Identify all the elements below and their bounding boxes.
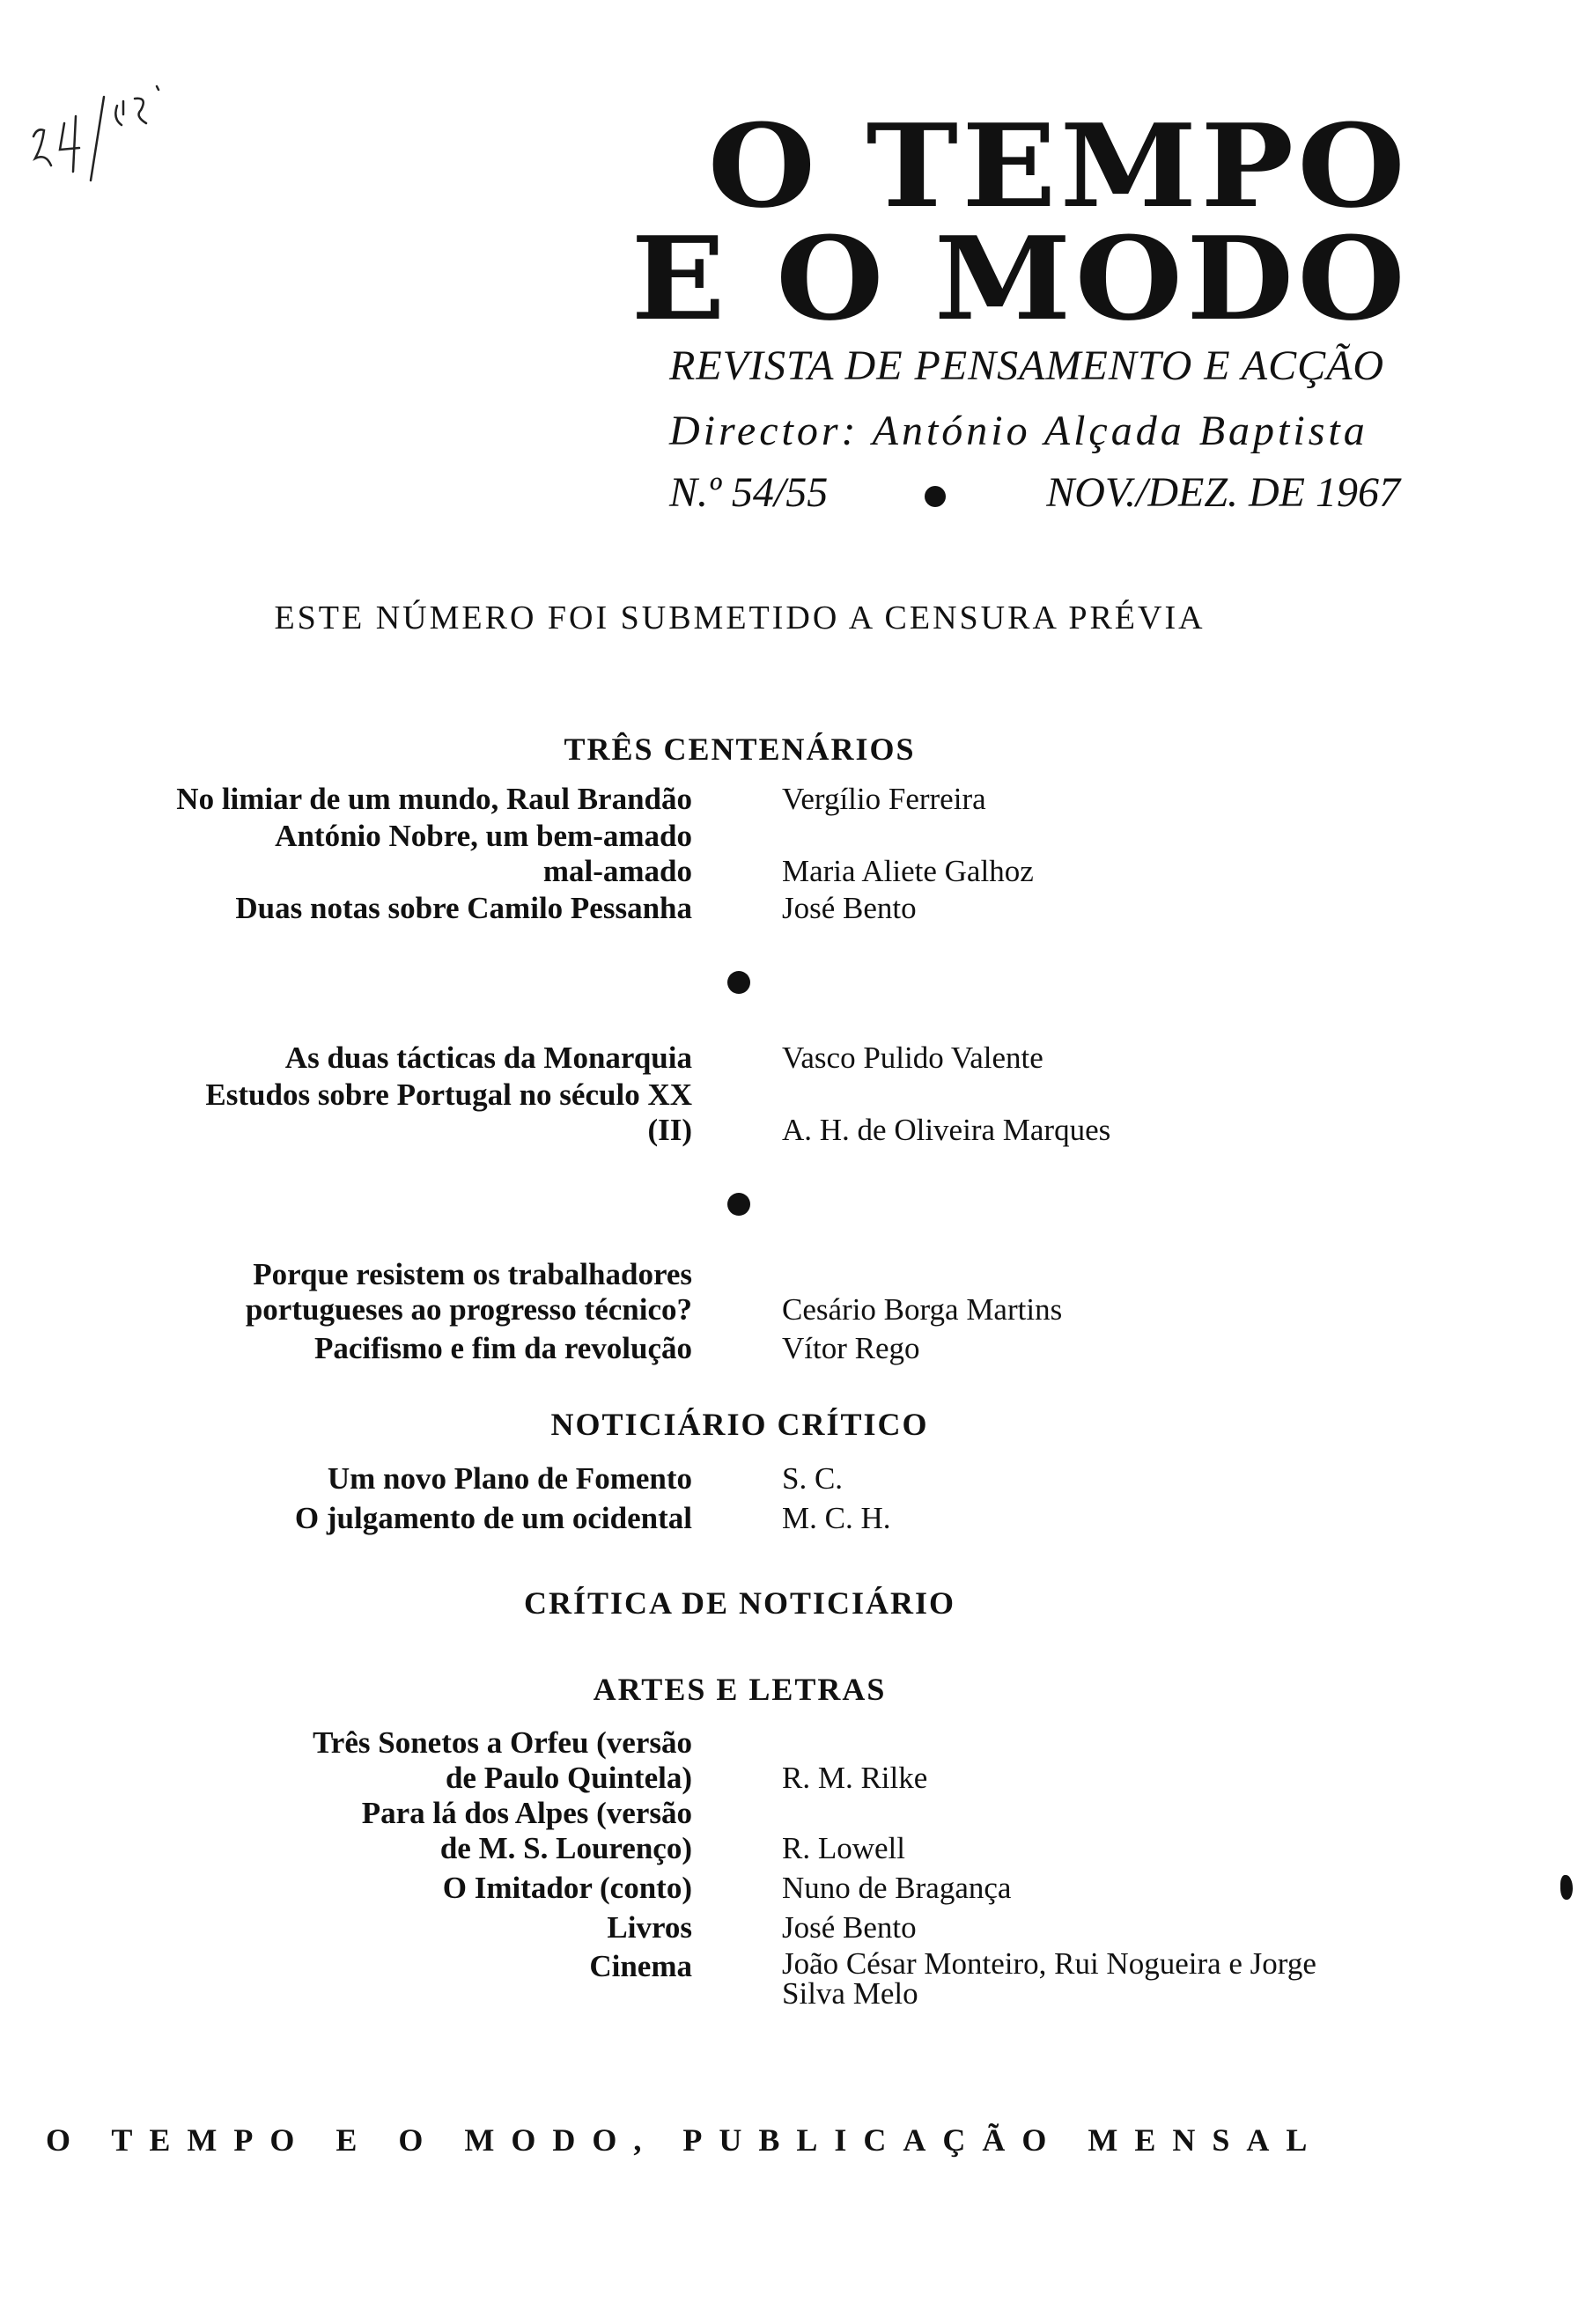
article-author: A. H. de Oliveira Marques: [782, 1113, 1111, 1147]
article-title: [362, 1796, 692, 1866]
section-heading-artes-e-letras: ARTES E LETRAS: [593, 1672, 887, 1707]
article-title: Livros: [607, 1910, 692, 1945]
issue-date: NOV./DEZ. DE 1967: [1046, 469, 1400, 516]
article-author: S. C.: [782, 1461, 844, 1496]
article-title-line: Porque resistem os trabalhadores: [253, 1257, 692, 1291]
article-title: O julgamento de um ocidental: [294, 1501, 692, 1535]
publication-footer: O TEMPO E O MODO, PUBLICAÇÃO MENSAL: [46, 2122, 1324, 2158]
article-title: [275, 819, 692, 889]
article-title: [205, 1077, 692, 1148]
article-title-line: mal-amado: [542, 854, 692, 888]
article-title-line: de Paulo Quintela): [445, 1761, 692, 1795]
handwriting-drawing: [25, 62, 218, 194]
bullet-separator: [925, 486, 946, 507]
magazine-title-line-2: E O MODO: [630, 211, 1409, 346]
article-title: O Imitador (conto): [442, 1871, 692, 1905]
article-author: Vasco Pulido Valente: [782, 1041, 1043, 1075]
article-title-line: de M. S. Lourenço): [439, 1831, 692, 1865]
section-heading-noticiario-critico: NOTICIÁRIO CRÍTICO: [550, 1407, 929, 1442]
article-title: Pacifismo e fim da revolução: [314, 1331, 692, 1365]
article-title-line: Três Sonetos a Orfeu (versão: [313, 1725, 692, 1760]
ink-blot: [1560, 1875, 1573, 1900]
article-title: No limiar de um mundo, Raul Brandão: [176, 782, 692, 816]
article-author-line: João César Monteiro, Rui Nogueira e Jorge: [782, 1946, 1316, 1981]
article-title-line: (II): [647, 1113, 692, 1147]
article-title: As duas tácticas da Monarquia: [284, 1041, 692, 1075]
article-author: R. Lowell: [782, 1831, 905, 1865]
masthead: [630, 99, 1409, 346]
bullet-separator: [727, 1193, 750, 1216]
article-title: Duas notas sobre Camilo Pessanha: [235, 891, 692, 925]
article-title-line: portugueses ao progresso técnico?: [245, 1292, 692, 1327]
article-author: Cesário Borga Martins: [782, 1292, 1063, 1327]
director-credit: Director: António Alçada Baptista: [669, 408, 1368, 454]
censorship-note: ESTE NÚMERO FOI SUBMETIDO A CENSURA PRÉVIA: [274, 599, 1206, 636]
article-title-line: António Nobre, um bem-amado: [275, 819, 692, 853]
article-author-line: Silva Melo: [782, 1976, 918, 2011]
article-author: Vergílio Ferreira: [782, 782, 986, 816]
section-heading-critica-de-noticiario: CRÍTICA DE NOTICIÁRIO: [523, 1585, 956, 1621]
article-title: Um novo Plano de Fomento: [327, 1461, 692, 1496]
article-title-line: Para lá dos Alpes (versão: [361, 1796, 692, 1830]
magazine-subtitle: REVISTA DE PENSAMENTO E ACÇÃO: [669, 342, 1385, 389]
article-title-line: Estudos sobre Portugal no século XX: [205, 1077, 692, 1112]
article-title: Cinema: [589, 1949, 692, 1983]
article-title: [313, 1725, 692, 1796]
article-author: José Bento: [782, 891, 917, 925]
handwritten-issue-note: [25, 62, 218, 194]
issue-number: N.º 54/55: [669, 469, 829, 516]
article-title: [246, 1257, 692, 1327]
section-heading-tres-centenarios: TRÊS CENTENÁRIOS: [564, 732, 916, 767]
article-author: Nuno de Bragança: [782, 1871, 1012, 1905]
article-author: Vítor Rego: [782, 1331, 920, 1365]
issue-info: [669, 468, 1400, 521]
bullet-separator: [727, 971, 750, 994]
article-author: José Bento: [782, 1910, 917, 1945]
article-author: M. C. H.: [782, 1501, 891, 1535]
article-author: Maria Aliete Galhoz: [782, 854, 1034, 888]
article-author: R. M. Rilke: [782, 1761, 928, 1795]
article-author: [782, 1946, 1316, 2011]
magazine-title-line-1: O TEMPO: [707, 99, 1409, 233]
